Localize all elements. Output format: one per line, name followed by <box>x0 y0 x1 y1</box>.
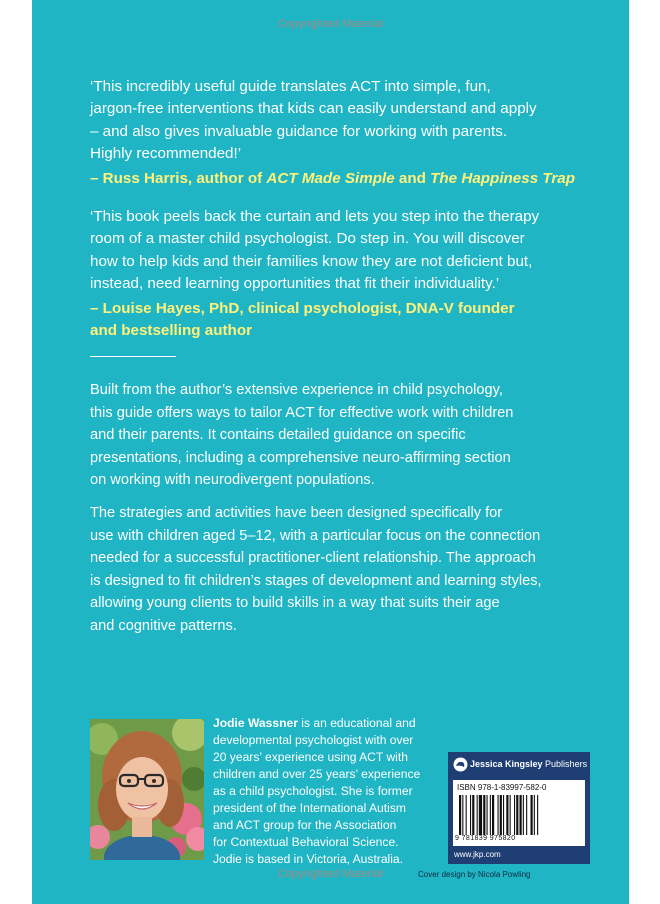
quote-attribution <box>90 298 590 343</box>
text-line: and cognitive patterns. <box>90 617 237 634</box>
quote-line: ‘This book peels back the curtain and lets you step into the therapy <box>90 208 540 225</box>
bio-line: developmental psychologist with over <box>213 733 414 747</box>
text-line: allowing young clients to build skills in a way that suits their age <box>90 595 500 612</box>
author-bio <box>213 715 428 868</box>
publisher-name <box>470 759 587 769</box>
attribution-line: – Louise Hayes, PhD, clinical psychologist, DNA-V founder <box>90 299 515 317</box>
publisher-name-light: Publishers <box>542 759 588 769</box>
divider-rule <box>90 356 176 357</box>
text-line: needed for a successful practitioner-client relationship. The approach <box>90 550 536 567</box>
text-line: use with children aged 5–12, with a particular focus on the connection <box>90 527 541 544</box>
bio-text: is an educational and <box>297 716 416 730</box>
text-line: presentations, including a comprehensive neuro-affirming section <box>90 449 511 466</box>
quote-line: room of a master child psychologist. Do step in. You will discover <box>90 230 525 248</box>
watermark-top: Copyrighted Material <box>277 18 384 30</box>
back-cover <box>32 0 629 904</box>
text-line: on working with neurodivergent populations. <box>90 472 375 489</box>
description-paragraph <box>90 502 576 638</box>
quote-line: ‘This incredibly useful guide translates ACT into simple, fun, <box>90 78 491 95</box>
attribution-line: and bestselling author <box>90 322 253 340</box>
review-quote-harris <box>90 76 590 190</box>
bio-line: president of the International Autism <box>213 801 406 815</box>
text-line: and their parents. It contains detailed guidance on specific <box>90 427 466 444</box>
barcode-icon <box>457 795 581 835</box>
description-paragraph <box>90 379 576 492</box>
bio-line: 20 years’ experience using ACT with <box>213 750 408 764</box>
book-title: ACT Made Simple <box>266 169 395 187</box>
attribution-prefix: – Russ Harris, author of <box>90 169 267 187</box>
publisher-logo-icon <box>453 757 468 772</box>
text-line: is designed to fit children’s stages of development and learning styles, <box>90 572 542 589</box>
barcode-panel <box>453 780 585 846</box>
quote-line: jargon-free interventions that kids can easily understand and apply <box>90 100 537 118</box>
publisher-name-bold: Jessica Kingsley <box>470 759 543 769</box>
publisher-header <box>448 752 590 778</box>
text-line: Built from the author’s extensive experience in child psychology, <box>90 382 503 398</box>
watermark-bottom: Copyrighted Material <box>277 868 384 880</box>
bio-line: and ACT group for the Association <box>213 818 397 832</box>
quote-line: instead, need learning opportunities that fit their individuality.’ <box>90 275 500 293</box>
publisher-website: www.jkp.com <box>454 850 501 859</box>
publisher-box <box>448 752 590 864</box>
book-title: The Happiness Trap <box>430 169 576 187</box>
quote-line: Highly recommended!’ <box>90 145 242 163</box>
text-line: this guide offers ways to tailor ACT for effective work with children <box>90 404 514 421</box>
author-portrait-image <box>90 719 204 860</box>
bio-line: for Contextual Behavioral Science. <box>213 835 399 849</box>
bio-line: as a child psychologist. She is former <box>213 784 413 798</box>
quote-attribution <box>90 168 590 190</box>
isbn-text: ISBN 978-1-83997-582-0 <box>457 783 547 792</box>
cover-design-credit: Cover design by Nicola Powling <box>418 870 531 879</box>
bio-line: Jodie is based in Victoria, Australia. <box>213 852 404 866</box>
attribution-conjunction: and <box>394 169 431 187</box>
text-line: The strategies and activities have been designed specifically for <box>90 505 503 521</box>
bio-first-line <box>213 715 428 732</box>
barcode-digits: 9 781839 975820 <box>455 835 516 842</box>
author-name: Jodie Wassner <box>213 716 298 730</box>
author-photo <box>90 719 204 860</box>
quote-line: – and also gives invaluable guidance for working with parents. <box>90 122 508 140</box>
bio-line: children and over 25 years’ experience <box>213 767 421 781</box>
quote-line: how to help kids and their families know they are not deficient but, <box>90 252 533 270</box>
review-quote-hayes <box>90 206 590 342</box>
